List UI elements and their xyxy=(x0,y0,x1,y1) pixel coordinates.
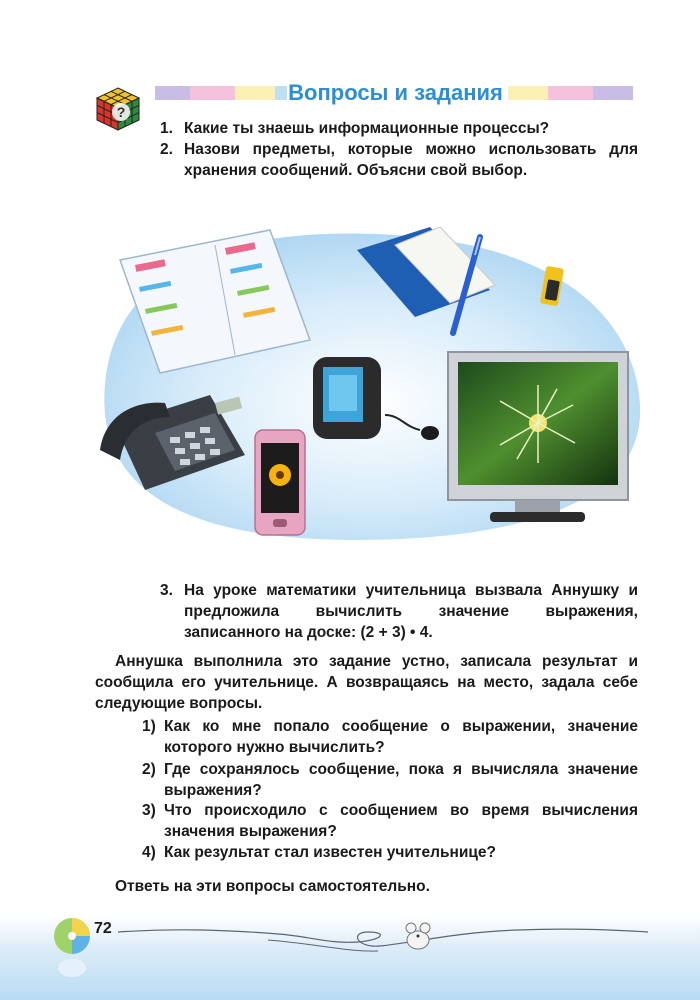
section-title: Вопросы и задания xyxy=(288,80,503,105)
subquestion-2 xyxy=(142,759,638,801)
subquestion-1 xyxy=(142,716,638,758)
question-3 xyxy=(160,580,638,643)
header-stripe-left xyxy=(155,86,275,100)
subquestion-text: Как ко мне попало сообщение о выражении, значение которого нужно вычислить? xyxy=(164,718,638,756)
subquestion-text: Где сохранялось сообщение, пока я вычисляла значение выражения? xyxy=(164,761,638,799)
subquestion-3 xyxy=(142,800,638,842)
subquestion-text: Что происходило с сообщением во время вычисления значения выражения? xyxy=(164,802,638,840)
svg-text:?: ? xyxy=(116,104,126,120)
question-text: Назови предметы, которые можно использовать для хранения сообщений. Объясни свой выбор. xyxy=(184,141,638,179)
subquestion-number: 4) xyxy=(142,844,156,861)
mobile-phone-icon xyxy=(255,430,305,535)
subquestion-number: 3) xyxy=(142,802,156,819)
question-2 xyxy=(160,139,638,181)
header-stripe-right xyxy=(508,86,633,100)
monitor-icon xyxy=(448,352,628,522)
header-stripe-mid xyxy=(275,86,287,100)
closing-instruction: Ответь на эти вопросы самостоятельно. xyxy=(115,878,430,895)
subquestion-4 xyxy=(142,842,638,863)
question-number: 1. xyxy=(160,120,173,137)
storage-devices-illustration xyxy=(95,205,655,550)
question-number: 2. xyxy=(160,141,173,158)
question-text: Какие ты знаешь информационные процессы? xyxy=(184,120,550,137)
page-number: 72 xyxy=(94,920,112,937)
subquestion-text: Как результат стал известен учительнице? xyxy=(164,844,496,861)
question-number: 3. xyxy=(160,582,173,599)
question-text: На уроке математики учительница вызвала Аннушку и предложила вычислить значение выражения, записанного на доске: (2 + 3) • 4. xyxy=(184,582,638,641)
story-paragraph: Аннушка выполнила это задание устно, записала результат и сообщила его учительнице. А возвращаясь на место, задала себе следующие вопросы. xyxy=(95,653,638,712)
cd-disc-icon xyxy=(52,914,92,978)
question-1 xyxy=(160,118,638,139)
subquestion-number: 2) xyxy=(142,761,156,778)
subquestion-number: 1) xyxy=(142,718,156,735)
rubiks-cube-icon xyxy=(95,86,141,132)
mouse-swirl-decoration xyxy=(118,918,648,958)
